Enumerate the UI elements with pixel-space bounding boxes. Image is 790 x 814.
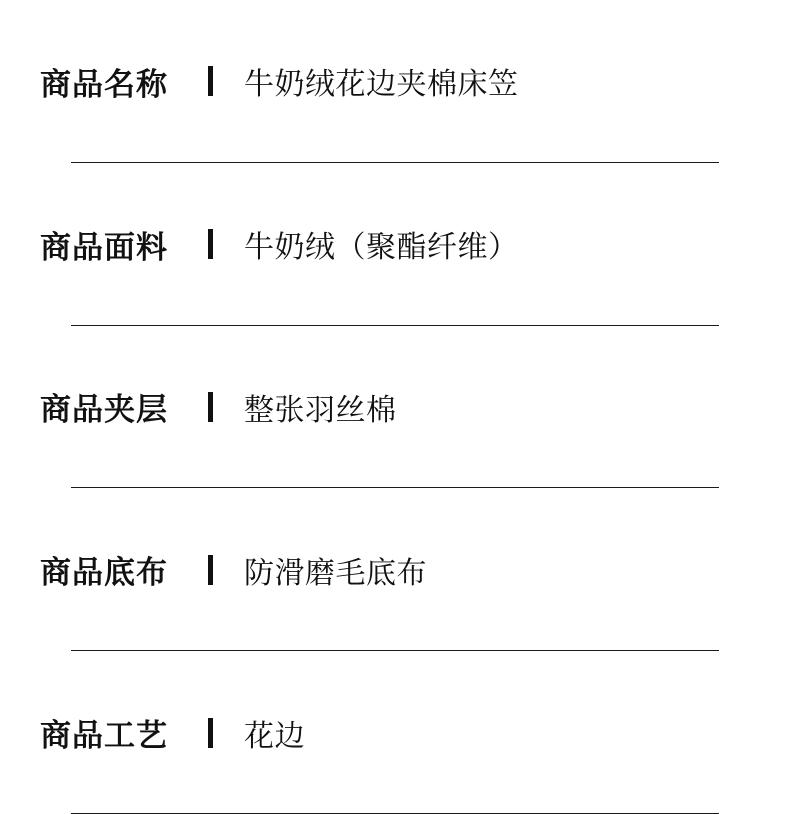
spec-label: 商品夹层 bbox=[40, 392, 168, 428]
spec-value: 花边 bbox=[244, 719, 305, 753]
spec-separator-icon bbox=[180, 66, 240, 96]
spec-value: 整张羽丝棉 bbox=[244, 393, 397, 427]
spec-label: 商品名称 bbox=[40, 66, 168, 102]
spec-row bbox=[0, 651, 790, 814]
spec-value: 牛奶绒花边夹棉床笠 bbox=[244, 68, 519, 102]
spec-separator-icon bbox=[180, 555, 240, 585]
spec-separator-icon bbox=[180, 229, 240, 259]
spec-label: 商品工艺 bbox=[40, 718, 168, 754]
spec-row bbox=[0, 326, 790, 489]
spec-value: 防滑磨毛底布 bbox=[244, 556, 427, 590]
spec-separator-icon bbox=[180, 718, 240, 748]
spec-value: 牛奶绒（聚酯纤维） bbox=[244, 231, 519, 265]
spec-row bbox=[0, 488, 790, 651]
spec-separator-icon bbox=[180, 392, 240, 422]
spec-label: 商品面料 bbox=[40, 229, 168, 265]
spec-row bbox=[0, 163, 790, 326]
spec-label: 商品底布 bbox=[40, 555, 168, 591]
spec-row bbox=[0, 0, 790, 163]
